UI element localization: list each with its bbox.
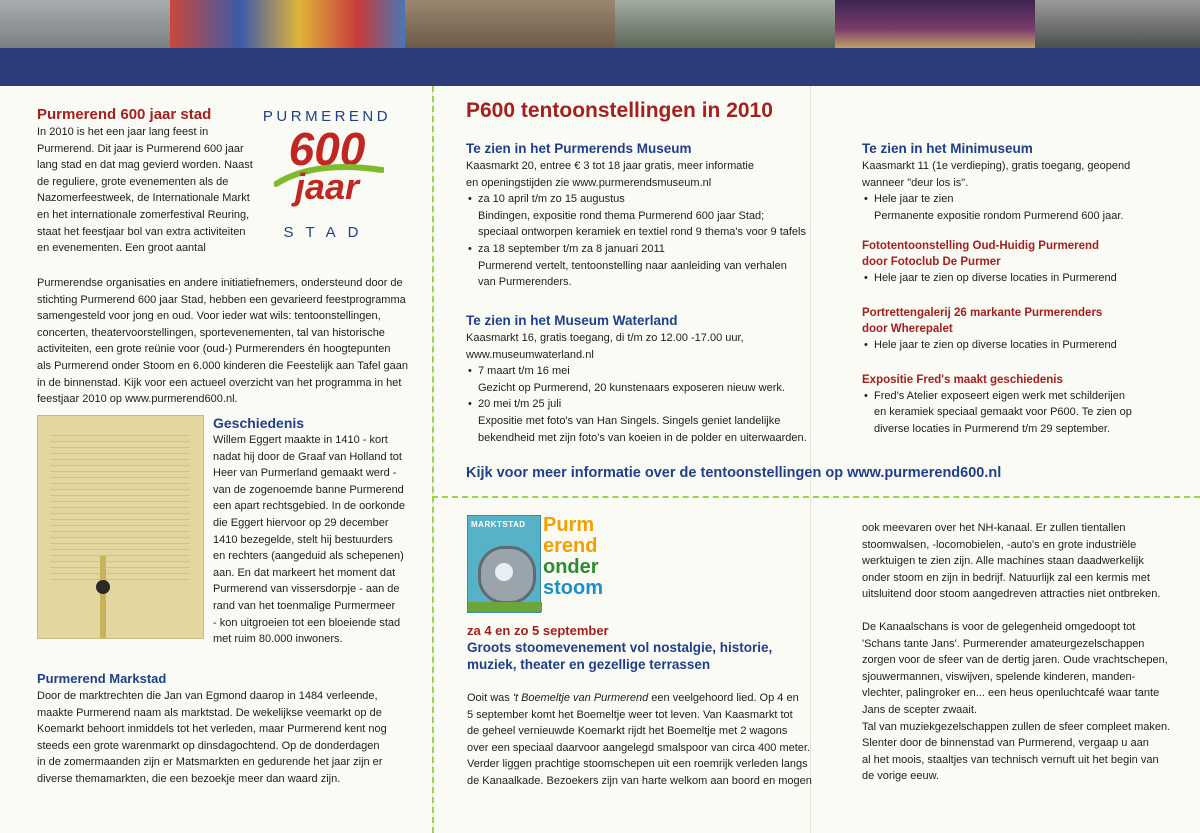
text-line: nadat hij door de Graaf van Holland tot: [213, 450, 402, 463]
song-title: 't Boemeltje van Purmerend: [512, 692, 649, 704]
text-line: Verder liggen prachtige stoomschepen uit een roemrijk verleden langs: [467, 758, 808, 771]
foto-bullet: • Hele jaar te zien op diverse locaties in Purmerend: [862, 270, 1187, 287]
text-line: van Purmerenders.: [478, 276, 572, 289]
stoom-headline-1: Groots stoomevenement vol nostalgie, historie,: [467, 640, 773, 655]
logo-word-2: erend: [543, 535, 598, 557]
text-line: 'Schans tante Jans'. Purmerender amateurgezelschappen: [862, 637, 1145, 650]
text-line: Kaasmarkt 11 (1e verdieping), gratis toegang, geopend: [862, 160, 1131, 172]
portret-title-2: door Wherepalet: [862, 322, 953, 335]
text-line: sjouwermannen, viswijven, spelende kinderen, manden-: [862, 670, 1136, 683]
exhibitions-title: P600 tentoonstellingen in 2010: [466, 99, 773, 122]
portret-title-1: Portrettengalerij 26 markante Purmerenders: [862, 306, 1103, 319]
charter-document-image: [37, 415, 204, 639]
text-line: staat het feestjaar bol van extra activiteiten: [37, 225, 246, 238]
more-info-link[interactable]: Kijk voor meer informatie over de tentoonstellingen op www.purmerend600.nl: [466, 465, 1002, 481]
text-line: Expositie met foto's van Han Singels. Singels geniet landelijke: [478, 414, 781, 427]
museum-text-1: [466, 208, 836, 241]
text-line: stoomwalsen, -locomobielen, -auto's en grote industriële: [862, 538, 1137, 551]
logo-word: jaar: [294, 166, 360, 207]
text-line: vlechter, palingroker en... een heus openluchtcafé waar tante: [862, 687, 1160, 700]
text-line: Bindingen, expositie rond thema Purmerend 600 jaar Stad;: [478, 209, 765, 222]
intro-text-narrow: [37, 124, 262, 257]
text-line: Purmerend van vissersdorpje - aan de: [213, 583, 400, 596]
stoom-headline-2: muziek, theater en gezellige terrassen: [467, 657, 711, 672]
text-line: feestjaar 2010 op www.purmerend600.nl.: [37, 393, 238, 406]
portret-bullet: • Hele jaar te zien op diverse locaties in Purmerend: [862, 337, 1187, 354]
text-line: die Eggert hiervoor op 29 december: [213, 516, 389, 529]
text-line: de Kanaalkade. Bezoekers zijn van harte welkom aan boord en mogen: [467, 774, 812, 787]
text-line: al het moois, staaltjes van technisch vernuft uit het begin van: [862, 753, 1159, 766]
minimuseum-bullet: • Hele jaar te zien: [862, 191, 1187, 208]
text-line: Koemarkt behoort inmiddels tot het verleden, maar Purmerend kent nog: [37, 723, 387, 736]
text-line: maakte Purmerend naam als marktstad. De wekelijkse veemarkt op de: [37, 706, 382, 719]
stoom-song-line: Ooit was 't Boemeltje van Purmerend een veelgehoord lied. Op 4 en: [467, 692, 799, 704]
fred-bullet: • Fred's Atelier exposeert eigen werk met schilderijen: [862, 388, 1187, 405]
fred-title: Expositie Fred's maakt geschiedenis: [862, 373, 1063, 386]
museum-section: [466, 140, 836, 291]
dashed-divider-horizontal: [432, 496, 1200, 498]
history-section: [213, 414, 423, 648]
text-line: concerten, theatervoorstellingen, sportevenementen, tal van historische: [37, 326, 385, 339]
text-line: ook meevaren over het NH-kanaal. Er zullen tientallen: [862, 522, 1126, 534]
text-line: Purmerend. Dit jaar is Purmerend 600 jaar: [37, 142, 244, 155]
text-line: Willem Eggert maakte in 1410 - kort: [213, 434, 388, 446]
text-line: in de binnenstad. Kijk voor een actueel overzicht van het programma in het: [37, 376, 402, 389]
intro-text-wide: [37, 275, 417, 408]
fred-text: [862, 404, 1187, 437]
text-line: van de zogenoemde banne Purmerend: [213, 483, 404, 496]
text-line: en openingstijden zie www.purmerendsmuseum.nl: [466, 176, 712, 189]
text-line: www.museumwaterland.nl: [466, 348, 594, 361]
text-line: bekendheid met zijn foto's van koeien in de polder en uiterwaarden.: [478, 431, 807, 444]
text-line: uitsluitend door stoom aangedreven attracties niet ontbreken.: [862, 588, 1161, 601]
intro-section: [37, 106, 262, 257]
waterland-text-1: [466, 380, 836, 397]
history-title: Geschiedenis: [213, 415, 305, 431]
museum-title: Te zien in het Purmerends Museum: [466, 141, 692, 156]
market-title: Purmerend Markstad: [37, 671, 167, 686]
minimuseum-info: [862, 158, 1187, 191]
history-text: [213, 432, 423, 648]
crowd-night-photo: [835, 0, 1035, 48]
text-line: In 2010 is het een jaar lang feest in: [37, 126, 209, 138]
text-line: Slenter door de binnenstad van Purmerend, vergaap u aan: [862, 737, 1149, 750]
dashed-divider-vertical: [432, 86, 434, 833]
balloons-photo: [170, 0, 405, 48]
text-line: en het internationale zomerfestival Reuring,: [37, 208, 250, 221]
text-line: en evenementen. Een groot aantal: [37, 242, 206, 255]
text-line: een apart rechtsgebied. In de oorkonde: [213, 500, 406, 513]
waterland-bullet-1: • 7 maart t/m 16 mei: [466, 363, 836, 380]
stoom-right-text-2: [862, 619, 1192, 785]
purmerend-600-logo: [262, 108, 392, 248]
text-line: Heer van Purmerland gemaakt werd -: [213, 467, 397, 480]
text-line: activiteiten, een grote reünie voor (oud-) Purmerenders én hoogtepunten: [37, 343, 391, 356]
band-photo: [1035, 0, 1200, 48]
intro-title: Purmerend 600 jaar stad: [37, 106, 212, 123]
museum-bullet-1: • za 10 april t/m zo 15 augustus: [466, 191, 836, 208]
stoom-heading: [467, 622, 827, 673]
logo-bottom-text: STAD: [283, 224, 371, 241]
logo-word-3: onder: [543, 556, 599, 578]
text-line: diverse themamarkten, die een bezoekje meer dan waard zijn.: [37, 772, 341, 785]
text-line: Purmerend vertelt, tentoonstelling naar aanleiding van verhalen: [478, 259, 787, 272]
photo-strip: [0, 0, 1200, 48]
header-band: [0, 48, 1200, 86]
text-line: aan. En dat markeert het moment dat: [213, 566, 396, 579]
stoom-right-column: [862, 520, 1192, 785]
foto-title-2: door Fotoclub De Purmer: [862, 256, 1001, 269]
text-line: Gezicht op Purmerend, 20 kunstenaars exposeren nieuw werk.: [478, 381, 785, 394]
minimuseum-section: [862, 140, 1187, 437]
waterland-bullet-2: • 20 mei t/m 25 juli: [466, 396, 836, 413]
museum-text-2: [466, 258, 836, 291]
text-line: wanneer "deur los is".: [862, 176, 969, 189]
museum-bullet-2: • za 18 september t/m za 8 januari 2011: [466, 241, 836, 258]
market-text: [37, 688, 422, 788]
waterland-text-2: [466, 413, 836, 446]
logo-number: 600: [288, 123, 366, 175]
text-line: steeds een grote warenmarkt op dinsdagochtend. Op de donderdagen: [37, 739, 380, 752]
text-line: De Kanaalschans is voor de gelegenheid omgedoopt tot: [862, 620, 1136, 633]
street-photo: [615, 0, 835, 48]
text-line: Nazomerfeestweek, de Internationale Markt: [37, 192, 250, 205]
museum-info: [466, 158, 836, 191]
waterland-info: [466, 330, 836, 363]
text-line: Kaasmarkt 20, entree € 3 tot 18 jaar gratis, meer informatie: [466, 160, 754, 172]
text-line: stichting Purmerend 600 jaar Stad, hebben een gevarieerd feestprogramma: [37, 293, 406, 306]
text-line: diverse locaties in Purmerend t/m 29 september.: [874, 422, 1111, 435]
text-line: lang stad en dat mag gevierd worden. Naast: [37, 159, 253, 172]
text-line: 1410 bezegelde, stelt hij bestuurders: [213, 533, 393, 546]
stoom-date: za 4 en zo 5 september: [467, 623, 609, 638]
city-hall-photo: [405, 0, 615, 48]
logo-word-4: stoom: [543, 577, 603, 599]
text-line: en rechters (aangeduid als schepenen): [213, 550, 404, 563]
text-line: de geheel vernieuwde Koemarkt rijdt het Boemeltje met 2 wagons: [467, 725, 788, 738]
text-line: werktuigen te zien zijn. Alle machines staan daadwerkelijk: [862, 555, 1144, 568]
stoom-right-text-1: [862, 520, 1192, 603]
text-line: zorgen voor de sfeer van de dertig jaren. Oude vrachtschepen,: [862, 654, 1168, 667]
text-line: Door de marktrechten die Jan van Egmond daarop in 1484 verleende,: [37, 690, 378, 702]
text-line: speciaal ontworpen keramiek en textiel rond 9 thema's voor 9 tafels: [478, 226, 806, 239]
purmerend-onder-stoom-logo: [467, 515, 627, 615]
text-line: en keramiek speciaal gemaakt voor P600. Te zien op: [874, 406, 1132, 419]
logo-word-1: Purm: [543, 514, 595, 536]
text-line: - kon uitgroeien tot een bloeiende stad: [213, 616, 401, 629]
text-line: 5 september komt het Boemeltje weer tot leven. Van Kaasmarkt tot: [467, 708, 793, 721]
foto-title-1: Fototentoonstelling Oud-Huidig Purmerend: [862, 240, 1100, 253]
logo-top-text: PURMEREND: [262, 108, 392, 125]
text-line: onder stoom en zijn in bedrijf. Natuurlijk zal een kermis met: [862, 571, 1150, 584]
more-info-section: [466, 464, 1186, 482]
text-line: Kaasmarkt 16, gratis toegang, di t/m zo 12.00 -17.00 uur,: [466, 332, 744, 344]
locomotive-icon: MARKTSTAD: [467, 515, 541, 613]
text-line: samengesteld voor jong en oud. Voor ieder wat wils: tentoonstellingen,: [37, 310, 381, 323]
waterland-title: Te zien in het Museum Waterland: [466, 313, 678, 328]
stoom-body: [467, 690, 837, 790]
minimuseum-title: Te zien in het Minimuseum: [862, 141, 1033, 156]
text-line: rand van het toenmalige Purmermeer: [213, 599, 396, 612]
text-line: Permanente expositie rondom Purmerend 600 jaar.: [874, 209, 1124, 222]
text-line: in de zomermaanden zijn er Matsmarkten en gedurende het jaar zijn er: [37, 756, 383, 769]
text-line: met ruim 80.000 inwoners.: [213, 633, 343, 646]
text-line: Jans de scepter zwaait.: [862, 703, 977, 716]
waterland-section: [466, 312, 836, 446]
market-section: [37, 670, 422, 788]
text-line: de reguliere, grote evenementen als de: [37, 175, 229, 188]
text-line: Tal van muziekgezelschappen zullen de sfeer compleet maken.: [862, 720, 1171, 733]
text-line: over een speciaal daarvoor aangelegd smalspoor van circa 400 meter.: [467, 741, 811, 754]
text-line: Purmerendse organisaties en andere initiatiefnemers, ondersteund door de: [37, 277, 403, 289]
minimuseum-text: [862, 208, 1187, 225]
text-line: de vorige eeuw.: [862, 770, 940, 783]
square-fountain-photo: [0, 0, 170, 48]
exhibitions-heading: [466, 98, 1186, 124]
text-line: als Purmerend onder Stoom en 6.000 kinderen die Feestelijk aan Tafel gaan: [37, 359, 408, 372]
